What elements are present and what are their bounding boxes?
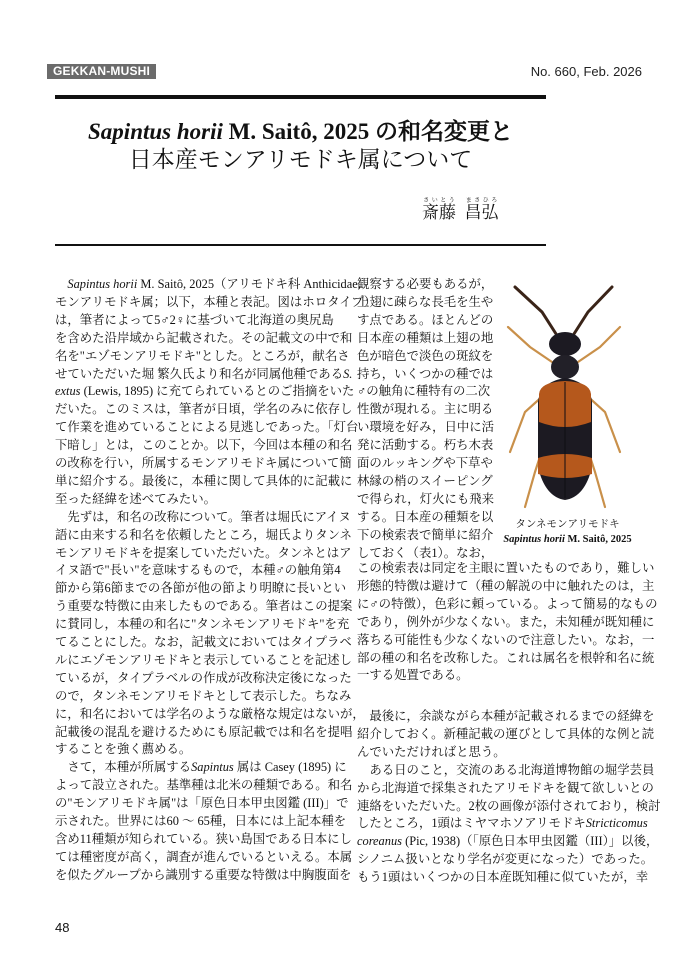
caption-scientific-name bbox=[470, 532, 665, 547]
right-column-line: 部の種の和名を改称した。これは属名を根幹和名に統 bbox=[357, 650, 655, 665]
left-column-line: 節から第6節までの各節が他の節より明瞭に長いとい bbox=[55, 581, 347, 596]
title-rule bbox=[55, 244, 546, 246]
left-column-line: の改称を行い，所属するモンアリモドキ属について簡 bbox=[55, 456, 352, 470]
author-given: 昌弘 bbox=[464, 203, 499, 222]
author-family: 斎藤 bbox=[422, 203, 456, 222]
right-column-line: 下の検索表で簡単に紹介 bbox=[357, 527, 494, 542]
text-segment: M. Saitô, 2025 の和名変更と bbox=[222, 119, 513, 144]
left-column-line: することを強く薦める。 bbox=[55, 742, 192, 757]
left-column-line: 単に紹介する。最後に，本種に関して具体的に記載に bbox=[55, 473, 353, 488]
beetle-photo bbox=[500, 282, 630, 514]
left-column-line: て作業を進めていることによる見逃しであった。「灯台 bbox=[55, 420, 359, 435]
left-column-line: に，和名においては学名のような厳格な規定はないが， bbox=[55, 706, 365, 721]
right-column-line: 連絡をいただいた。2枚の画像が添付されており，検討 bbox=[357, 798, 661, 813]
left-column-line: てることにした。なお，記載文においてはタイプラベ bbox=[55, 635, 352, 649]
author-name bbox=[422, 198, 499, 223]
caption-japanese-name: タンネモンアリモドキ bbox=[515, 519, 620, 530]
right-column-line: 日本産の種類は上翅の地 bbox=[357, 330, 494, 345]
left-column-line: イヌ語で"長い"を意味するもので，本種♂の触角第4 bbox=[55, 563, 341, 578]
left-column-line: 名を"エゾモンアリモドキ"とした。ところが，献名さ bbox=[55, 348, 350, 363]
left-column-line: 含め11種類が知られている。狭い島国である日本にし bbox=[55, 831, 352, 846]
italic-text: Sapintus horii bbox=[503, 534, 565, 545]
left-column-line: は，筆者によって5♂2♀に基づいて北海道の奥尻島 bbox=[55, 312, 334, 327]
left-column-line: ているが，タイプラベルの作成が改称決定後になった bbox=[55, 670, 352, 685]
right-column-line: す点である。ほとんどの bbox=[357, 312, 494, 327]
italic-text: Sapintus bbox=[191, 760, 234, 775]
left-column-line: よって設立された。基準種は北米の種類である。和名 bbox=[55, 778, 353, 793]
text-segment: さて，本種が所属する bbox=[55, 760, 192, 775]
right-column-line: 上翅に疎らな長毛を生や bbox=[357, 294, 494, 309]
right-column-line: もう1頭はいくつかの日本産既知種に似ていたが，幸 bbox=[357, 870, 649, 885]
text-segment bbox=[55, 277, 67, 291]
right-column-line: 形態的特徴は避けて（種の解説の中に触れたのは，主 bbox=[357, 578, 655, 593]
left-column-line bbox=[55, 383, 354, 401]
right-column-line: ♂の触角に種特有の二次 bbox=[357, 384, 491, 399]
right-column-line: 持ち，いくつかの種では bbox=[357, 366, 494, 381]
italic-text: Sapintus horii bbox=[88, 119, 223, 144]
right-column-line: 林縁の梢のスイーピング bbox=[357, 473, 493, 488]
left-column-line: ルにエゾモンアリモドキと表示していることを記述し bbox=[55, 652, 352, 667]
right-column-line: から北海道で採集されたアリモドキを観て欲しいとの bbox=[357, 780, 654, 795]
figure-caption bbox=[470, 517, 665, 547]
left-column-line: ので，タンネモンアリモドキとして表示した。ちなみ bbox=[55, 688, 352, 703]
left-column-line: モンアリモドキを提案していただいた。タンネとはア bbox=[55, 545, 352, 560]
left-column-line: 下暗し」とは，このことか。以下，今回は本種の和名 bbox=[55, 438, 353, 453]
top-rule bbox=[55, 95, 546, 99]
right-column-line: 最後に，余談ながら本種が記載されるまでの経緯を bbox=[357, 709, 655, 723]
right-column-line: 落ちる可能性も少なくないので注意したい。なお，一 bbox=[357, 632, 655, 647]
left-column-line bbox=[55, 759, 347, 777]
italic-text: extus bbox=[55, 384, 81, 399]
right-column-line: 観察する必要もあるが， bbox=[357, 277, 494, 291]
author-family-ruby: さいとう bbox=[422, 198, 456, 204]
antenna-right bbox=[572, 287, 612, 337]
right-column-line: シノニム扱いとなり学名が変更になった）であった。 bbox=[357, 852, 654, 867]
article-title-line1 bbox=[55, 118, 546, 146]
left-column-line: 記載後の混乱を避けるためにも原記載では和名を提唱 bbox=[55, 724, 353, 739]
left-column-line: モンアリモドキ属；以下，本種と表記。図はホロタイプ） bbox=[55, 294, 377, 309]
left-column-line: 先ずは，和名の改称について。筆者は堀氏にアイヌ bbox=[55, 509, 351, 524]
text-segment: 属は Casey (1895) に bbox=[233, 760, 347, 775]
right-column-line: 一する処置である。 bbox=[357, 668, 469, 683]
right-column-line: 面のルッキングや下草や bbox=[357, 456, 493, 470]
right-column-line: 紹介しておく。新種記載の運びとして具体的な例と読 bbox=[357, 726, 655, 741]
right-column-line bbox=[357, 833, 658, 851]
italic-text: S. bbox=[343, 366, 353, 381]
italic-text: Stricticomus bbox=[585, 816, 648, 831]
text-segment: (Pic, 1938)（「原色日本甲虫図鑑（III）」以後， bbox=[401, 834, 659, 849]
right-column-line: であり，例外が少なくない。また，未知種が既知種に bbox=[357, 614, 655, 629]
left-column-line: ては種密度が高く，調査が進んでいるといえる。本属 bbox=[55, 849, 353, 864]
text-segment: (Lewis, 1895) に充てられているとのご指摘をいた bbox=[80, 384, 355, 399]
right-column-line: 性徴が現れる。主に明る bbox=[357, 402, 494, 417]
left-column-line bbox=[55, 276, 361, 294]
left-column-line: う重要な特徴に由来したものである。筆者はこの提案 bbox=[55, 599, 353, 614]
right-column-line: する。日本産の種類を以 bbox=[357, 509, 494, 524]
left-column-line: に賛同し，本種の和名に"タンネモンアリモドキ"を充 bbox=[55, 617, 350, 632]
left-column-line: 至った経緯を述べてみたい。 bbox=[55, 491, 217, 506]
text-segment: したところ，1頭はミヤマホソアリモドキ bbox=[357, 816, 586, 831]
right-column-line: 発に活動する。朽ち木表 bbox=[357, 438, 494, 453]
issue-info: No. 660, Feb. 2026 bbox=[530, 64, 642, 79]
right-column-line: 色が暗色で淡色の斑紋を bbox=[357, 348, 494, 363]
right-column-line: ある日のこと，交流のある北海道博物館の堀学芸員 bbox=[357, 762, 655, 777]
author-given-ruby: まさひろ bbox=[464, 198, 499, 204]
left-column-line: を含めた沿岸域から記載された。その記載文の中で和 bbox=[55, 330, 353, 345]
antenna-left bbox=[515, 287, 558, 337]
right-column-line: この検索表は同定を主眼に置いたものであり，難しい bbox=[357, 561, 655, 575]
right-column-line: で得られ，灯火にも飛来 bbox=[357, 491, 495, 506]
page-number: 48 bbox=[55, 920, 70, 935]
article-title-line2: 日本産モンアリモドキ属について bbox=[128, 147, 473, 172]
text-segment: せていただいた堀 繁久氏より和名が同属他種である bbox=[55, 366, 344, 381]
left-column-line bbox=[55, 366, 352, 384]
right-column-line: に♂の特徴），色彩に頼っている。よって簡易的なもの bbox=[357, 596, 658, 611]
text-segment: M. Saitô, 2025（アリモドキ科 Anthicidae, bbox=[137, 277, 361, 291]
left-column-line: だいた。このミスは，筆者が日頃，学名のみに依存し bbox=[55, 402, 353, 417]
left-column-line: 示された。世界には60 ～ 65種，日本には上記本種を bbox=[55, 814, 347, 828]
right-column-line: んでいただければと思う。 bbox=[357, 744, 506, 759]
italic-text: Sapintus horii bbox=[67, 277, 138, 291]
right-column-line bbox=[357, 815, 648, 833]
left-column-line: を似たグループから識別する重要な特徴は中胸腹面を bbox=[55, 867, 352, 882]
text-segment: M. Saitô, 2025 bbox=[564, 534, 632, 545]
left-column-line: の"モンアリモドキ属"は「原色日本甲虫図鑑 (III)」で bbox=[55, 796, 349, 811]
italic-text: coreanus bbox=[357, 834, 402, 849]
left-column-line: 語に由来する和名を依頼したところ，堀氏よりタンネ bbox=[55, 527, 353, 542]
journal-badge: GEKKAN-MUSHI bbox=[47, 64, 156, 79]
right-column-line: い環境を好み，日中に活 bbox=[357, 420, 495, 435]
right-column-line: しておく（表1）。なお， bbox=[357, 545, 494, 560]
